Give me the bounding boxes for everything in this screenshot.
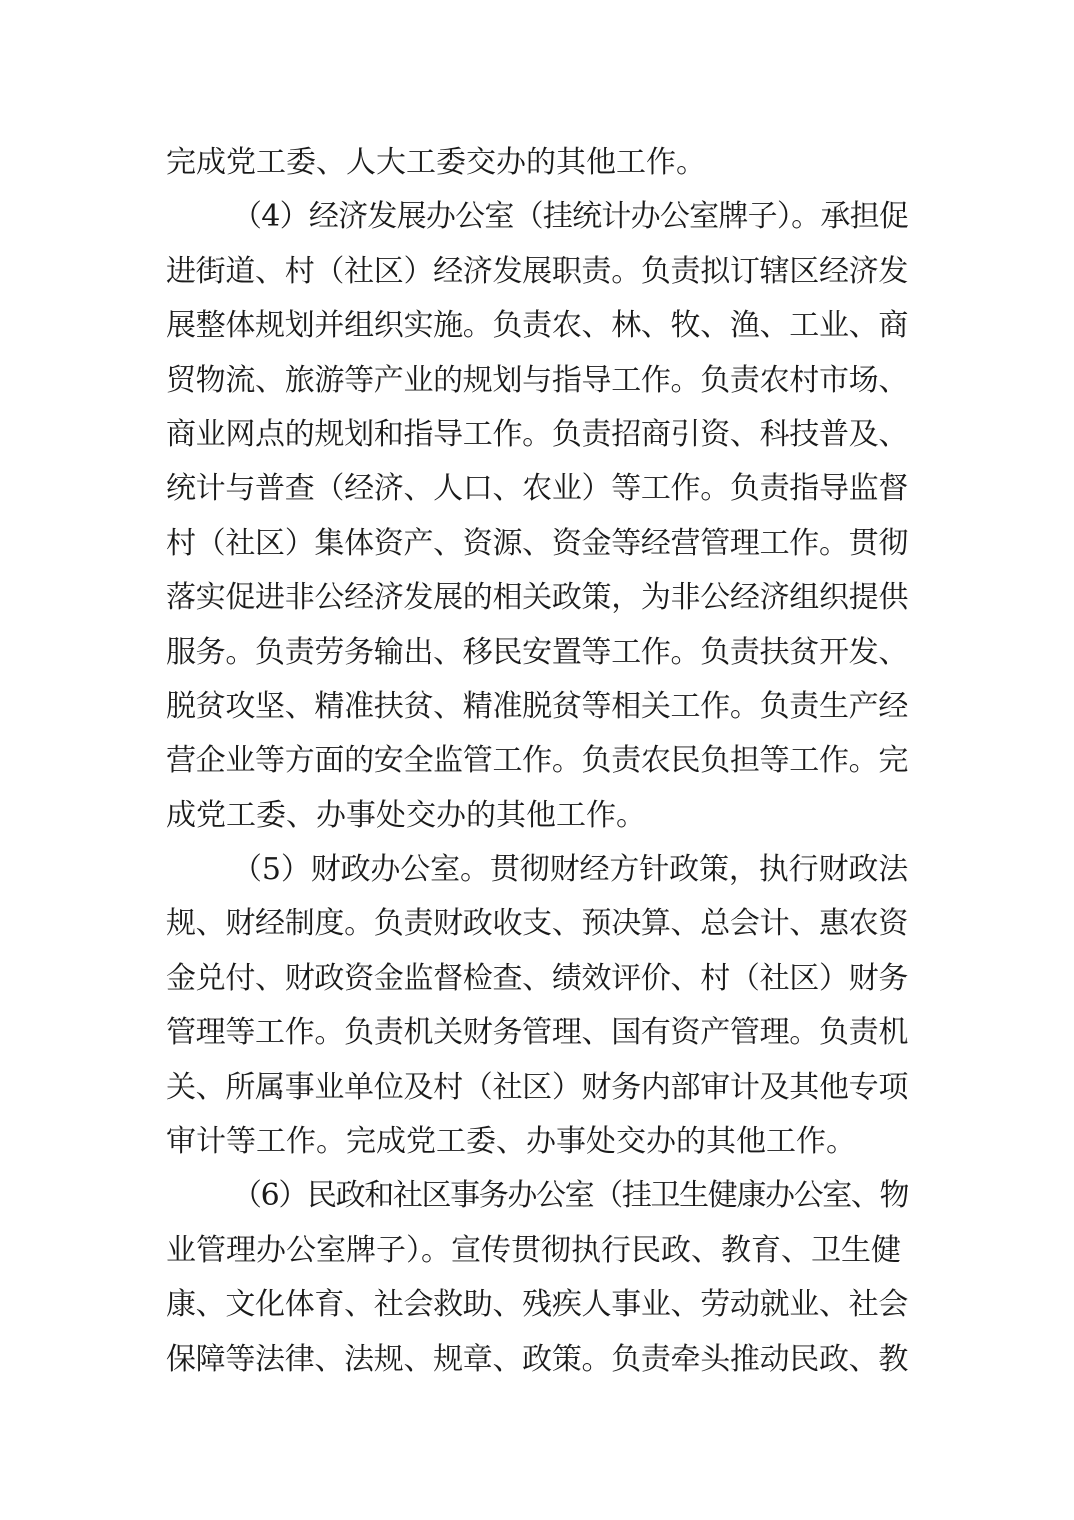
text-line: 保障等法律、法规、规章、政策。负责牵头推动民政、教 (166, 1341, 908, 1377)
text-line: 进街道、村（社区）经济发展职责。负责拟订辖区经济发 (166, 253, 908, 289)
text-line: 商业网点的规划和指导工作。负责招商引资、科技普及、 (166, 416, 908, 452)
text-line: 营企业等方面的安全监管工作。负责农民负担等工作。完 (166, 743, 908, 779)
text-line: 服务。负责劳务输出、移民安置等工作。负责扶贫开发、 (166, 634, 908, 670)
text-line: 统计与普查（经济、人口、农业）等工作。负责指导监督 (166, 471, 908, 507)
text-line: 展整体规划并组织实施。负责农、林、牧、渔、工业、商 (166, 308, 908, 344)
text-line: 金兑付、财政资金监督检查、绩效评价、村（社区）财务 (166, 960, 908, 996)
text-line: 完成党工委、人大工委交办的其他工作。 (166, 145, 706, 180)
text-line: 审计等工作。完成党工委、办事处交办的其他工作。 (166, 1124, 856, 1160)
text-line: 管理等工作。负责机关财务管理、国有资产管理。负责机 (166, 1015, 908, 1051)
paragraph-first-line: （5）财政办公室。贯彻财经方针政策，执行财政法 (232, 852, 908, 888)
text-line: 脱贫攻坚、精准扶贫、精准脱贫等相关工作。负责生产经 (166, 688, 908, 724)
text-line: 规、财经制度。负责财政收支、预决算、总会计、惠农资 (166, 906, 908, 942)
body-text (166, 136, 908, 1387)
text-line: 业管理办公室牌子）。宣传贯彻执行民政、教育、卫生健 (166, 1232, 901, 1268)
paragraph-first-line: （6）民政和社区事务办公室（挂卫生健康办公室、物 (232, 1178, 908, 1214)
text-line: 贸物流、旅游等产业的规划与指导工作。负责农村市场、 (166, 362, 908, 398)
text-line: 康、文化体育、社会救助、残疾人事业、劳动就业、社会 (166, 1287, 908, 1323)
text-line: 关、所属事业单位及村（社区）财务内部审计及其他专项 (166, 1069, 908, 1105)
paragraph-first-line: （4）经济发展办公室（挂统计办公室牌子）。承担促 (232, 199, 908, 235)
text-line: 落实促进非公经济发展的相关政策，为非公经济组织提供 (166, 580, 908, 616)
text-line: 成党工委、办事处交办的其他工作。 (166, 797, 646, 833)
text-line: 村（社区）集体资产、资源、资金等经营管理工作。贯彻 (166, 525, 908, 561)
